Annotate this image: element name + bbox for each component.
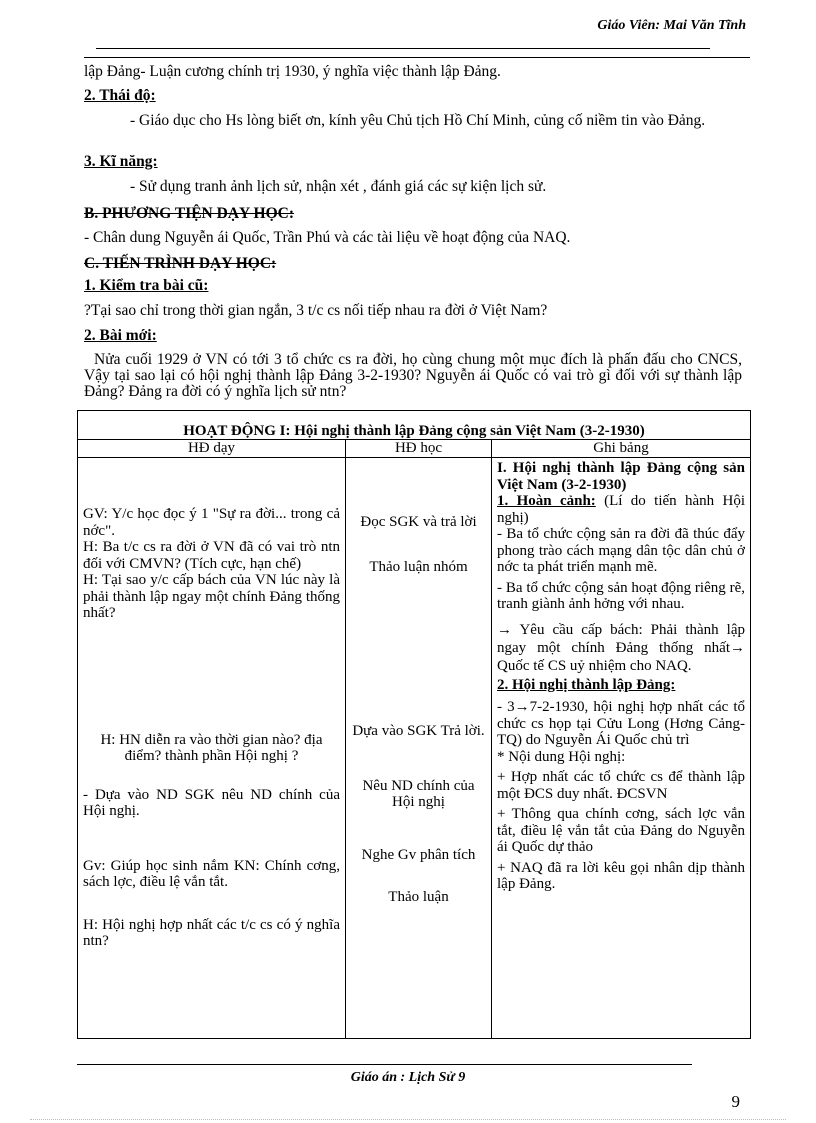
intro-text: Nửa cuối 1929 ở VN có tới 3 tổ chức cs ra đời, họ cùng chung một mục đích là phấn đấu cho CNCS, Vậy tại sao lại có hội nghị thành lập Đảng 3-2-1930? Nguyễn ái Quốc có vai trò gì đối với sự thành lập Đảng? Đảng ra đời có ý nghĩa lịch sử ntn?	[84, 351, 742, 400]
new-lesson-heading: 2. Bài mới:	[84, 327, 157, 344]
skill-text: - Sử dụng tranh ảnh lịch sử, nhận xét , đánh giá các sự kiện lịch sử.	[130, 178, 547, 195]
notes-item: → Yêu cầu cấp bách: Phải thành lập ngay một chính Đảng thống nhất→ Quốc tế CS uỷ nhiệm cho NAQ.	[497, 621, 745, 674]
header-rule	[96, 48, 710, 49]
learn-item: Nêu ND chính của Hội nghị	[362, 777, 475, 810]
learn-column	[346, 458, 492, 1039]
header-rule-2	[84, 57, 750, 58]
body-line-continue: lập Đảng- Luận cương chính trị 1930, ý nghĩa việc thành lập Đảng.	[84, 63, 501, 80]
activity-label: HOẠT ĐỘNG	[183, 422, 276, 439]
check-heading: 1. Kiểm tra bài cũ:	[84, 277, 209, 294]
footer-title: Giáo án : Lịch Sử 9	[350, 1070, 466, 1085]
attitude-text: - Giáo dục cho Hs lòng biết ơn, kính yêu Chủ tịch Hồ Chí Minh, củng cố niềm tin vào Đảng.	[130, 112, 706, 129]
notes-item: + Thông qua chính cơng, sách lợc vắn tắt, điều lệ vắn tắt của Đảng do Nguyễn ái Quốc dự thảo	[497, 806, 745, 855]
notes-context-tail: (Lí do tiến hành Hội nghị)	[497, 493, 745, 526]
col-notes-header: Ghi bảng	[492, 440, 751, 458]
notes-item: + Hợp nhất các tổ chức cs để thành lập một ĐCS duy nhất. ĐCSVN	[497, 769, 745, 802]
notes-context-heading: 1. Hoàn cảnh:	[497, 493, 596, 509]
lesson-table	[77, 410, 751, 1039]
notes-section-title: I. Hội nghị thành lập Đảng cộng sản Việt Nam (3-2-1930)	[497, 460, 745, 493]
means-heading: B. PHƯƠNG TIỆN DẠY HỌC:	[84, 205, 294, 222]
notes-item: - 3→7-2-1930, hội nghị hợp nhất các tổ chức cs họp tại Cửu Long (Hơng Cảng- TQ) do Nguyễn Ái Quốc chủ trì	[497, 699, 745, 748]
teach-item: - Dựa vào ND SGK nêu ND chính của Hội nghị.	[83, 786, 340, 819]
skill-heading: 3. Kĩ năng:	[84, 153, 158, 170]
attitude-heading: 2. Thái độ:	[84, 87, 156, 104]
col-learn-header: HĐ học	[346, 440, 492, 458]
page-bottom-rule	[30, 1119, 786, 1120]
activity-title: I: Hội nghị thành lập Đảng cộng sản Việt Nam (3-2-1930)	[279, 422, 645, 439]
footer-rule	[77, 1064, 692, 1065]
teach-item: GV: Y/c học đọc ý 1 "Sự ra đời... trong cả nớc".	[83, 506, 340, 539]
means-text: - Chân dung Nguyễn ái Quốc, Trần Phú và các tài liệu về hoạt động của NAQ.	[84, 229, 571, 246]
check-text: ?Tại sao chỉ trong thời gian ngắn, 3 t/c cs nối tiếp nhau ra đời ở Việt Nam?	[84, 302, 548, 319]
learn-item: Dựa vào SGK Trả lời.	[352, 723, 485, 739]
notes-founding-heading: 2. Hội nghị thành lập Đảng:	[497, 676, 676, 693]
notes-item: * Nội dung Hội nghị:	[497, 748, 626, 765]
notes-item: + NAQ đã ra lời kêu gọi nhân dịp thành lập Đảng.	[497, 859, 745, 892]
notes-column	[492, 458, 751, 1039]
learn-item: Nghe Gv phân tích	[361, 846, 476, 863]
learn-item: Thảo luận nhóm	[369, 558, 468, 575]
teach-column	[78, 458, 346, 1039]
teach-item: H: Tại sao y/c cấp bách của VN lúc này là phải thành lập ngay một chính Đảng thống nhất?	[83, 572, 340, 621]
learn-item: Thảo luận	[388, 889, 449, 905]
notes-item: - Ba tổ chức cộng sản hoạt động riêng rẽ, tranh giành ảnh hởng với nhau.	[497, 579, 745, 612]
teach-item: H: HN diễn ra vào thời gian nào? địa điểm? thành phần Hội nghị ?	[100, 731, 323, 764]
learn-item: Đọc SGK và trả lời	[360, 514, 477, 530]
teach-item: H: Hội nghị hợp nhất các t/c cs có ý nghĩa ntn?	[83, 916, 340, 949]
table-title	[78, 411, 751, 440]
notes-item: - Ba tổ chức cộng sản ra đời đã thúc đẩy phong trào cách mạng dân tộc dân chủ ở nớc ta phát triển mạnh mẽ.	[497, 526, 745, 575]
col-teach-header: HĐ dạy	[78, 440, 346, 458]
teach-item: H: Ba t/c cs ra đời ở VN đã có vai trò ntn đối với CMVN? (Tích cực, hạn chế)	[83, 539, 340, 572]
notes-context	[497, 493, 745, 526]
header-teacher: Giáo Viên: Mai Văn Tĩnh	[597, 18, 746, 33]
process-heading: C. TIẾN TRÌNH DẠY HỌC:	[84, 255, 277, 272]
page-number: 9	[731, 1092, 740, 1111]
teach-item: Gv: Giúp học sinh nắm KN: Chính cơng, sách lợc, điều lệ vắn tắt.	[83, 857, 340, 890]
